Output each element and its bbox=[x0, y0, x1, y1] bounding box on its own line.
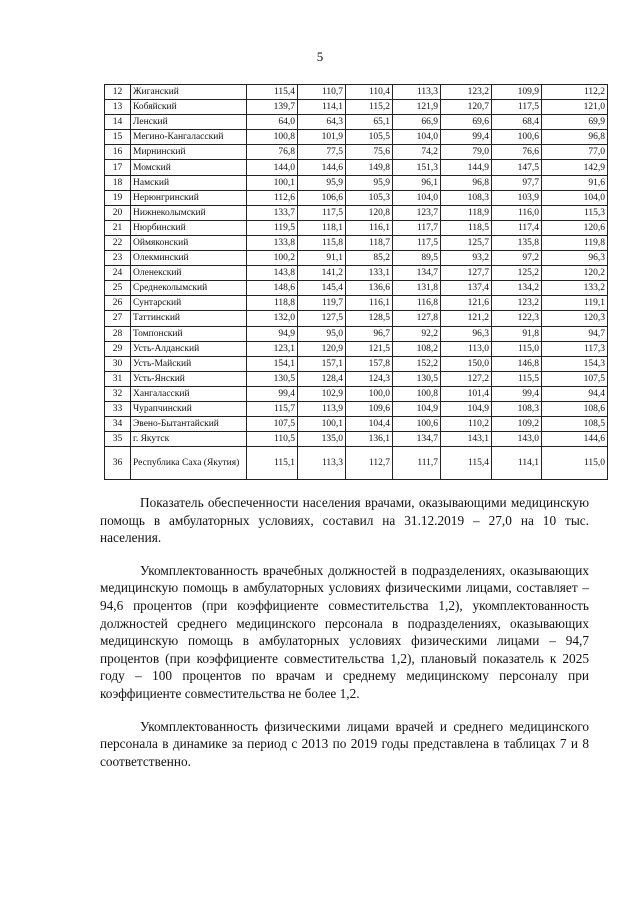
table-row bbox=[105, 145, 608, 160]
value-cell: 144,0 bbox=[247, 160, 298, 175]
table-row bbox=[105, 130, 608, 145]
value-cell: 106,6 bbox=[298, 190, 346, 205]
value-cell: 108,2 bbox=[393, 341, 441, 356]
district-name-cell: Мегино-Кангаласский bbox=[131, 130, 247, 145]
table-row bbox=[105, 386, 608, 401]
value-cell: 75,6 bbox=[346, 145, 393, 160]
table-row bbox=[105, 341, 608, 356]
row-number-cell: 30 bbox=[105, 356, 131, 371]
value-cell: 125,7 bbox=[441, 235, 492, 250]
value-cell: 69,9 bbox=[542, 115, 608, 130]
value-cell: 124,3 bbox=[346, 371, 393, 386]
district-name-cell: Усть-Майский bbox=[131, 356, 247, 371]
district-name-cell: Чурапчинский bbox=[131, 401, 247, 416]
value-cell: 133,8 bbox=[247, 235, 298, 250]
value-cell: 117,5 bbox=[393, 235, 441, 250]
value-cell: 113,9 bbox=[298, 401, 346, 416]
value-cell: 157,8 bbox=[346, 356, 393, 371]
value-cell: 110,4 bbox=[346, 85, 393, 100]
value-cell: 95,9 bbox=[298, 175, 346, 190]
value-cell: 142,9 bbox=[542, 160, 608, 175]
district-name-cell: Кобяйский bbox=[131, 100, 247, 115]
value-cell: 115,2 bbox=[346, 100, 393, 115]
value-cell: 109,6 bbox=[346, 401, 393, 416]
value-cell: 115,0 bbox=[542, 447, 608, 480]
table-row bbox=[105, 266, 608, 281]
table-row bbox=[105, 220, 608, 235]
value-cell: 100,0 bbox=[346, 386, 393, 401]
value-cell: 151,3 bbox=[393, 160, 441, 175]
value-cell: 99,4 bbox=[492, 386, 542, 401]
value-cell: 123,2 bbox=[441, 85, 492, 100]
value-cell: 91,8 bbox=[492, 326, 542, 341]
table-row bbox=[105, 371, 608, 386]
table-row bbox=[105, 356, 608, 371]
value-cell: 108,3 bbox=[492, 401, 542, 416]
value-cell: 115,4 bbox=[247, 85, 298, 100]
value-cell: 101,4 bbox=[441, 386, 492, 401]
row-number-cell: 27 bbox=[105, 311, 131, 326]
value-cell: 137,4 bbox=[441, 281, 492, 296]
value-cell: 134,7 bbox=[393, 432, 441, 447]
value-cell: 144,9 bbox=[441, 160, 492, 175]
row-number-cell: 25 bbox=[105, 281, 131, 296]
value-cell: 107,5 bbox=[542, 371, 608, 386]
value-cell: 64,0 bbox=[247, 115, 298, 130]
district-name-cell: Республика Саха (Якутия) bbox=[131, 447, 247, 480]
row-number-cell: 35 bbox=[105, 432, 131, 447]
value-cell: 121,9 bbox=[393, 100, 441, 115]
district-name-cell: Таттинский bbox=[131, 311, 247, 326]
value-cell: 77,5 bbox=[298, 145, 346, 160]
value-cell: 118,9 bbox=[441, 205, 492, 220]
page-number: 5 bbox=[316, 49, 324, 64]
row-number-cell: 12 bbox=[105, 85, 131, 100]
value-cell: 127,7 bbox=[441, 266, 492, 281]
value-cell: 99,4 bbox=[441, 130, 492, 145]
paragraph-dynamics-reference: Укомплектованность физическими лицами врачей и среднего медицинского персонала в динамике за период с 2013 по 2019 годы представлена в таблицах 7 и 8 соответственно. bbox=[100, 718, 589, 769]
row-number-cell: 33 bbox=[105, 401, 131, 416]
value-cell: 119,1 bbox=[542, 296, 608, 311]
value-cell: 77,0 bbox=[542, 145, 608, 160]
value-cell: 109,2 bbox=[492, 417, 542, 432]
value-cell: 123,1 bbox=[247, 341, 298, 356]
value-cell: 102,9 bbox=[298, 386, 346, 401]
table-body bbox=[105, 85, 608, 480]
value-cell: 79,0 bbox=[441, 145, 492, 160]
value-cell: 76,8 bbox=[247, 145, 298, 160]
value-cell: 115,8 bbox=[298, 235, 346, 250]
value-cell: 110,5 bbox=[247, 432, 298, 447]
row-number-cell: 21 bbox=[105, 220, 131, 235]
district-name-cell: Томпонский bbox=[131, 326, 247, 341]
table-row bbox=[105, 100, 608, 115]
value-cell: 122,3 bbox=[492, 311, 542, 326]
value-cell: 96,7 bbox=[346, 326, 393, 341]
value-cell: 89,5 bbox=[393, 251, 441, 266]
table-row bbox=[105, 401, 608, 416]
value-cell: 104,9 bbox=[441, 401, 492, 416]
value-cell: 154,1 bbox=[247, 356, 298, 371]
value-cell: 125,2 bbox=[492, 266, 542, 281]
value-cell: 92,2 bbox=[393, 326, 441, 341]
table-row bbox=[105, 205, 608, 220]
value-cell: 123,2 bbox=[492, 296, 542, 311]
value-cell: 143,8 bbox=[247, 266, 298, 281]
value-cell: 135,8 bbox=[492, 235, 542, 250]
value-cell: 110,7 bbox=[298, 85, 346, 100]
value-cell: 104,0 bbox=[393, 130, 441, 145]
row-number-cell: 18 bbox=[105, 175, 131, 190]
district-name-cell: Ленский bbox=[131, 115, 247, 130]
value-cell: 121,0 bbox=[542, 100, 608, 115]
value-cell: 69,6 bbox=[441, 115, 492, 130]
value-cell: 95,9 bbox=[346, 175, 393, 190]
row-number-cell: 29 bbox=[105, 341, 131, 356]
value-cell: 117,3 bbox=[542, 341, 608, 356]
table-row bbox=[105, 160, 608, 175]
table-row bbox=[105, 251, 608, 266]
body-text bbox=[100, 494, 589, 785]
value-cell: 119,8 bbox=[542, 235, 608, 250]
value-cell: 104,4 bbox=[346, 417, 393, 432]
value-cell: 91,1 bbox=[298, 251, 346, 266]
table-row bbox=[105, 175, 608, 190]
value-cell: 94,9 bbox=[247, 326, 298, 341]
row-number-cell: 32 bbox=[105, 386, 131, 401]
value-cell: 133,7 bbox=[247, 205, 298, 220]
row-number-cell: 31 bbox=[105, 371, 131, 386]
value-cell: 65,1 bbox=[346, 115, 393, 130]
value-cell: 143,0 bbox=[492, 432, 542, 447]
value-cell: 134,7 bbox=[393, 266, 441, 281]
value-cell: 120,2 bbox=[542, 266, 608, 281]
district-name-cell: Олекминский bbox=[131, 251, 247, 266]
value-cell: 141,2 bbox=[298, 266, 346, 281]
value-cell: 113,0 bbox=[441, 341, 492, 356]
value-cell: 117,4 bbox=[492, 220, 542, 235]
row-number-cell: 23 bbox=[105, 251, 131, 266]
value-cell: 118,1 bbox=[298, 220, 346, 235]
district-name-cell: Хангаласский bbox=[131, 386, 247, 401]
value-cell: 109,9 bbox=[492, 85, 542, 100]
value-cell: 119,7 bbox=[298, 296, 346, 311]
value-cell: 100,1 bbox=[247, 175, 298, 190]
data-table bbox=[104, 84, 608, 480]
value-cell: 112,6 bbox=[247, 190, 298, 205]
table-row bbox=[105, 85, 608, 100]
value-cell: 119,5 bbox=[247, 220, 298, 235]
value-cell: 76,6 bbox=[492, 145, 542, 160]
row-number-cell: 22 bbox=[105, 235, 131, 250]
value-cell: 104,0 bbox=[542, 190, 608, 205]
table-row bbox=[105, 447, 608, 480]
value-cell: 118,8 bbox=[247, 296, 298, 311]
value-cell: 116,8 bbox=[393, 296, 441, 311]
value-cell: 96,8 bbox=[441, 175, 492, 190]
value-cell: 130,5 bbox=[247, 371, 298, 386]
value-cell: 85,2 bbox=[346, 251, 393, 266]
row-number-cell: 36 bbox=[105, 447, 131, 480]
table-row bbox=[105, 115, 608, 130]
value-cell: 115,7 bbox=[247, 401, 298, 416]
district-name-cell: Сунтарский bbox=[131, 296, 247, 311]
value-cell: 145,4 bbox=[298, 281, 346, 296]
value-cell: 135,0 bbox=[298, 432, 346, 447]
value-cell: 115,4 bbox=[441, 447, 492, 480]
value-cell: 131,8 bbox=[393, 281, 441, 296]
value-cell: 136,1 bbox=[346, 432, 393, 447]
value-cell: 96,8 bbox=[542, 130, 608, 145]
value-cell: 97,2 bbox=[492, 251, 542, 266]
table-row bbox=[105, 326, 608, 341]
value-cell: 108,3 bbox=[441, 190, 492, 205]
value-cell: 108,6 bbox=[542, 401, 608, 416]
value-cell: 113,3 bbox=[393, 85, 441, 100]
value-cell: 104,9 bbox=[393, 401, 441, 416]
row-number-cell: 14 bbox=[105, 115, 131, 130]
value-cell: 68,4 bbox=[492, 115, 542, 130]
value-cell: 115,1 bbox=[247, 447, 298, 480]
row-number-cell: 16 bbox=[105, 145, 131, 160]
value-cell: 121,2 bbox=[441, 311, 492, 326]
row-number-cell: 13 bbox=[105, 100, 131, 115]
value-cell: 96,3 bbox=[542, 251, 608, 266]
table-row bbox=[105, 281, 608, 296]
value-cell: 105,5 bbox=[346, 130, 393, 145]
value-cell: 114,1 bbox=[492, 447, 542, 480]
value-cell: 112,7 bbox=[346, 447, 393, 480]
value-cell: 134,2 bbox=[492, 281, 542, 296]
value-cell: 111,7 bbox=[393, 447, 441, 480]
value-cell: 100,2 bbox=[247, 251, 298, 266]
district-name-cell: Нижнеколымский bbox=[131, 205, 247, 220]
district-name-cell: Среднеколымский bbox=[131, 281, 247, 296]
value-cell: 120,3 bbox=[542, 311, 608, 326]
district-name-cell: Нюрбинский bbox=[131, 220, 247, 235]
value-cell: 117,7 bbox=[393, 220, 441, 235]
paragraph-physician-supply: Показатель обеспеченности населения врачами, оказывающими медицинскую помощь в амбулаторных условиях, составил на 31.12.2019 – 27,0 на 10 тыс. населения. bbox=[100, 495, 589, 546]
value-cell: 133,1 bbox=[346, 266, 393, 281]
table-row bbox=[105, 432, 608, 447]
row-number-cell: 24 bbox=[105, 266, 131, 281]
value-cell: 91,6 bbox=[542, 175, 608, 190]
value-cell: 64,3 bbox=[298, 115, 346, 130]
district-name-cell: Оленекский bbox=[131, 266, 247, 281]
district-name-cell: Нерюнгринский bbox=[131, 190, 247, 205]
value-cell: 100,8 bbox=[393, 386, 441, 401]
value-cell: 120,9 bbox=[298, 341, 346, 356]
district-name-cell: Усть-Алданский bbox=[131, 341, 247, 356]
district-name-cell: Эвено-Бытантайский bbox=[131, 417, 247, 432]
value-cell: 154,3 bbox=[542, 356, 608, 371]
value-cell: 147,5 bbox=[492, 160, 542, 175]
value-cell: 100,6 bbox=[492, 130, 542, 145]
row-number-cell: 34 bbox=[105, 417, 131, 432]
value-cell: 118,5 bbox=[441, 220, 492, 235]
value-cell: 107,5 bbox=[247, 417, 298, 432]
value-cell: 143,1 bbox=[441, 432, 492, 447]
value-cell: 116,0 bbox=[492, 205, 542, 220]
value-cell: 139,7 bbox=[247, 100, 298, 115]
value-cell: 100,8 bbox=[247, 130, 298, 145]
value-cell: 110,2 bbox=[441, 417, 492, 432]
district-name-cell: Оймяконский bbox=[131, 235, 247, 250]
row-number-cell: 28 bbox=[105, 326, 131, 341]
row-number-cell: 26 bbox=[105, 296, 131, 311]
value-cell: 115,0 bbox=[492, 341, 542, 356]
value-cell: 93,2 bbox=[441, 251, 492, 266]
value-cell: 132,0 bbox=[247, 311, 298, 326]
value-cell: 149,8 bbox=[346, 160, 393, 175]
table-row bbox=[105, 296, 608, 311]
value-cell: 148,6 bbox=[247, 281, 298, 296]
table-row bbox=[105, 190, 608, 205]
table-row bbox=[105, 417, 608, 432]
value-cell: 95,0 bbox=[298, 326, 346, 341]
value-cell: 116,1 bbox=[346, 296, 393, 311]
value-cell: 117,5 bbox=[298, 205, 346, 220]
value-cell: 112,2 bbox=[542, 85, 608, 100]
value-cell: 152,2 bbox=[393, 356, 441, 371]
value-cell: 120,6 bbox=[542, 220, 608, 235]
value-cell: 100,6 bbox=[393, 417, 441, 432]
value-cell: 115,5 bbox=[492, 371, 542, 386]
value-cell: 96,1 bbox=[393, 175, 441, 190]
district-name-cell: Жиганский bbox=[131, 85, 247, 100]
value-cell: 128,4 bbox=[298, 371, 346, 386]
value-cell: 114,1 bbox=[298, 100, 346, 115]
value-cell: 133,2 bbox=[542, 281, 608, 296]
value-cell: 120,8 bbox=[346, 205, 393, 220]
value-cell: 144,6 bbox=[298, 160, 346, 175]
value-cell: 127,5 bbox=[298, 311, 346, 326]
value-cell: 121,6 bbox=[441, 296, 492, 311]
value-cell: 157,1 bbox=[298, 356, 346, 371]
value-cell: 116,1 bbox=[346, 220, 393, 235]
value-cell: 127,8 bbox=[393, 311, 441, 326]
value-cell: 94,4 bbox=[542, 386, 608, 401]
district-name-cell: Намский bbox=[131, 175, 247, 190]
row-number-cell: 19 bbox=[105, 190, 131, 205]
value-cell: 117,5 bbox=[492, 100, 542, 115]
value-cell: 103,9 bbox=[492, 190, 542, 205]
value-cell: 113,3 bbox=[298, 447, 346, 480]
value-cell: 150,0 bbox=[441, 356, 492, 371]
value-cell: 130,5 bbox=[393, 371, 441, 386]
row-number-cell: 17 bbox=[105, 160, 131, 175]
value-cell: 94,7 bbox=[542, 326, 608, 341]
value-cell: 99,4 bbox=[247, 386, 298, 401]
value-cell: 96,3 bbox=[441, 326, 492, 341]
value-cell: 118,7 bbox=[346, 235, 393, 250]
value-cell: 108,5 bbox=[542, 417, 608, 432]
row-number-cell: 15 bbox=[105, 130, 131, 145]
value-cell: 120,7 bbox=[441, 100, 492, 115]
value-cell: 121,5 bbox=[346, 341, 393, 356]
value-cell: 146,8 bbox=[492, 356, 542, 371]
value-cell: 74,2 bbox=[393, 145, 441, 160]
row-number-cell: 20 bbox=[105, 205, 131, 220]
value-cell: 128,5 bbox=[346, 311, 393, 326]
value-cell: 105,3 bbox=[346, 190, 393, 205]
value-cell: 101,9 bbox=[298, 130, 346, 145]
paragraph-staffing-levels: Укомплектованность врачебных должностей в подразделениях, оказывающих медицинскую помощь в амбулаторных условиях физическими лицами, составляет – 94,6 процентов (при коэффициенте совместительства 1,2), укомплектованность должностей среднего медицинского персонала в подразделениях, оказывающих медицинскую помощь в амбулаторных условиях физическими лицами – 94,7 процентов (при коэффициенте совместительства 1,2), плановый показатель к 2025 году – 100 процентов по врачам и среднему медицинскому персоналу при коэффициенте совместительства не более 1,2. bbox=[100, 562, 589, 701]
value-cell: 115,3 bbox=[542, 205, 608, 220]
value-cell: 123,7 bbox=[393, 205, 441, 220]
value-cell: 136,6 bbox=[346, 281, 393, 296]
table-row bbox=[105, 235, 608, 250]
value-cell: 66,9 bbox=[393, 115, 441, 130]
value-cell: 104,0 bbox=[393, 190, 441, 205]
district-name-cell: Момский bbox=[131, 160, 247, 175]
value-cell: 100,1 bbox=[298, 417, 346, 432]
value-cell: 144,6 bbox=[542, 432, 608, 447]
district-name-cell: Усть-Янский bbox=[131, 371, 247, 386]
district-name-cell: Мирнинский bbox=[131, 145, 247, 160]
value-cell: 97,7 bbox=[492, 175, 542, 190]
district-name-cell: г. Якутск bbox=[131, 432, 247, 447]
table-row bbox=[105, 311, 608, 326]
value-cell: 127,2 bbox=[441, 371, 492, 386]
